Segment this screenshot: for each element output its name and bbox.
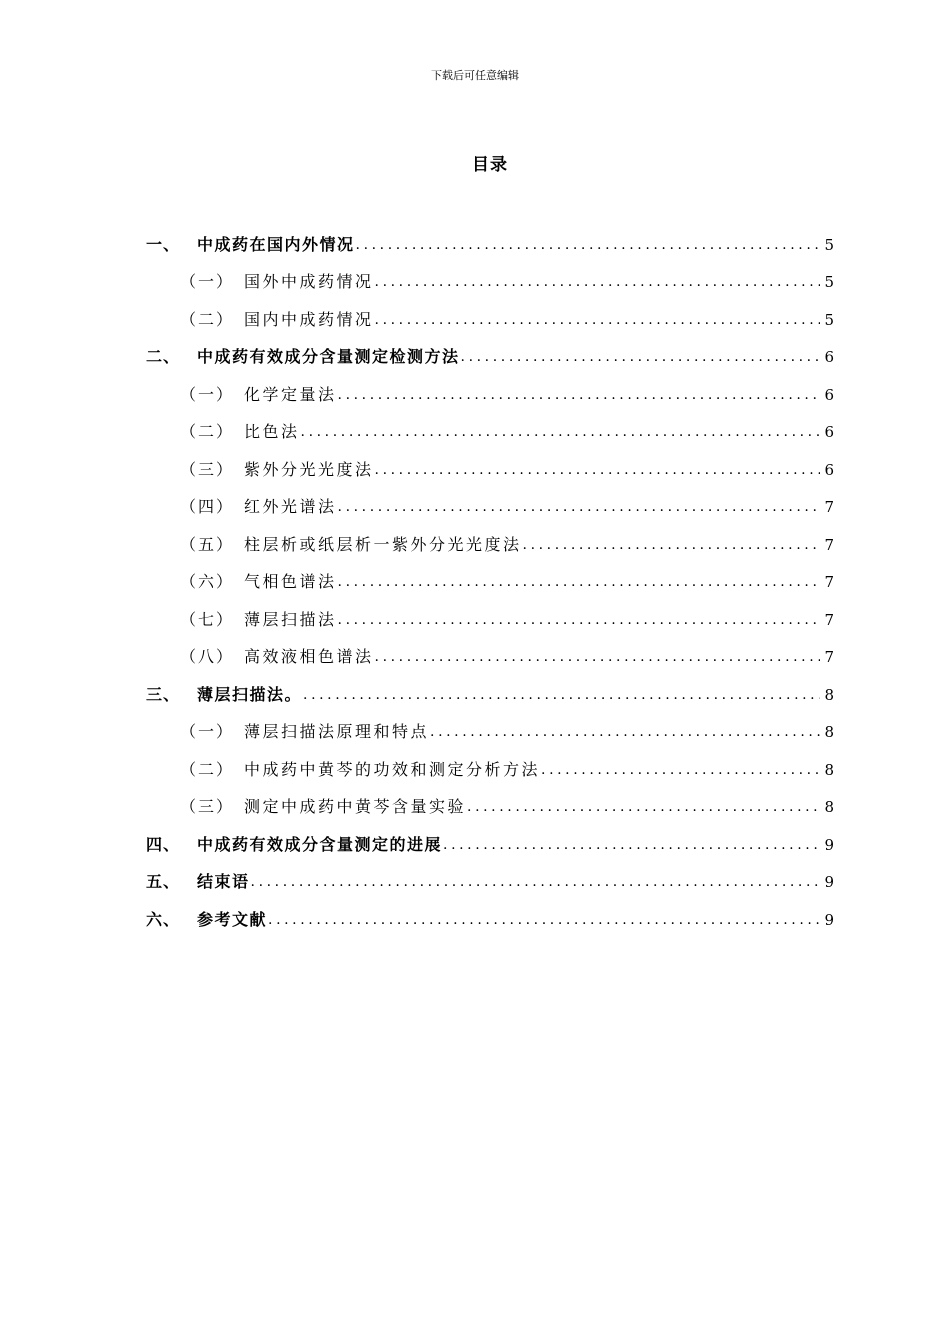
- toc-dot-leader: [375, 272, 821, 292]
- toc-entry-page-number: 9: [824, 835, 834, 854]
- toc-dot-leader: [541, 760, 820, 780]
- toc-entry-number: （二）: [180, 309, 235, 329]
- toc-entry-title: 测定中成药中黄芩含量实验: [244, 797, 467, 817]
- toc-entry-page-number: 8: [824, 760, 834, 779]
- toc-title: 目录: [472, 155, 508, 175]
- toc-dot-leader: [338, 497, 821, 517]
- toc-entry-title: 中成药有效成分含量测定检测方法: [197, 347, 460, 367]
- toc-dot-leader: [461, 347, 821, 367]
- toc-entry-title: 气相色谱法: [244, 572, 337, 592]
- toc-entry-page-number: 6: [824, 348, 834, 367]
- toc-entry-section[interactable]: [146, 526, 834, 564]
- toc-dot-leader: [430, 722, 820, 742]
- toc-dot-leader: [356, 235, 821, 255]
- toc-dot-leader: [523, 535, 821, 555]
- toc-dot-leader: [251, 872, 821, 892]
- toc-entry-number: （一）: [180, 384, 235, 404]
- toc-entry-chapter[interactable]: [146, 826, 834, 864]
- toc-entry-title: 结束语: [197, 872, 250, 892]
- toc-entry-number: （三）: [180, 797, 235, 817]
- toc-dot-leader: [375, 310, 821, 330]
- toc-entry-title: 紫外分光光度法: [244, 459, 374, 479]
- toc-entry-page-number: 9: [824, 873, 834, 892]
- toc-entry-page-number: 6: [824, 385, 834, 404]
- toc-entry-number: （三）: [180, 459, 235, 479]
- toc-entry-title: 薄层扫描法原理和特点: [244, 722, 430, 742]
- toc-entry-page-number: 6: [824, 460, 834, 479]
- toc-entry-title: 中成药中黄芩的功效和测定分析方法: [244, 759, 541, 779]
- toc-entry-title: 国外中成药情况: [244, 272, 374, 292]
- toc-entry-section[interactable]: [146, 601, 834, 639]
- toc-entry-section[interactable]: [146, 789, 834, 827]
- toc-dot-leader: [301, 422, 821, 442]
- toc-entry-title: 柱层析或纸层析一紫外分光光度法: [244, 534, 522, 554]
- toc-entry-section[interactable]: [146, 451, 834, 489]
- table-of-contents: [146, 226, 834, 939]
- toc-entry-page-number: 7: [824, 648, 834, 667]
- toc-entry-number: （六）: [180, 572, 235, 592]
- toc-entry-page-number: 8: [824, 798, 834, 817]
- toc-dot-leader: [338, 385, 821, 405]
- toc-entry-page-number: 5: [824, 273, 834, 292]
- toc-entry-number: （二）: [180, 422, 235, 442]
- toc-entry-number: 五、: [146, 872, 181, 892]
- toc-entry-number: （五）: [180, 534, 235, 554]
- toc-entry-page-number: 7: [824, 535, 834, 554]
- toc-dot-leader: [375, 647, 821, 667]
- toc-entry-title: 化学定量法: [244, 384, 337, 404]
- toc-entry-section[interactable]: [146, 751, 834, 789]
- toc-entry-chapter[interactable]: [146, 901, 834, 939]
- toc-entry-title: 国内中成药情况: [244, 309, 374, 329]
- toc-entry-title: 薄层扫描法。: [197, 684, 303, 704]
- toc-entry-number: 六、: [146, 909, 181, 929]
- toc-entry-section[interactable]: [146, 264, 834, 302]
- toc-entry-page-number: 7: [824, 573, 834, 592]
- toc-entry-section[interactable]: [146, 489, 834, 527]
- toc-entry-number: （七）: [180, 609, 235, 629]
- toc-entry-section[interactable]: [146, 639, 834, 677]
- toc-entry-title: 薄层扫描法: [244, 609, 337, 629]
- toc-entry-page-number: 5: [824, 310, 834, 329]
- toc-entry-title: 参考文献: [197, 909, 268, 929]
- toc-entry-section[interactable]: [146, 301, 834, 339]
- toc-entry-section[interactable]: [146, 564, 834, 602]
- toc-entry-number: （八）: [180, 647, 235, 667]
- toc-entry-chapter[interactable]: [146, 676, 834, 714]
- toc-entry-number: 一、: [146, 234, 181, 254]
- toc-dot-leader: [375, 460, 821, 480]
- toc-entry-page-number: 7: [824, 498, 834, 517]
- toc-entry-number: 二、: [146, 347, 181, 367]
- toc-dot-leader: [467, 797, 820, 817]
- toc-entry-section[interactable]: [146, 376, 834, 414]
- toc-entry-number: （一）: [180, 272, 235, 292]
- toc-dot-leader: [443, 835, 820, 855]
- toc-entry-number: 四、: [146, 834, 181, 854]
- toc-entry-page-number: 5: [824, 235, 834, 254]
- toc-entry-page-number: 8: [824, 685, 834, 704]
- toc-entry-chapter[interactable]: [146, 226, 834, 264]
- page-header-note: 下载后可任意编辑: [431, 69, 519, 82]
- toc-dot-leader: [268, 910, 820, 930]
- toc-entry-number: 三、: [146, 684, 181, 704]
- toc-entry-chapter[interactable]: [146, 339, 834, 377]
- toc-entry-title: 中成药在国内外情况: [197, 234, 355, 254]
- toc-entry-title: 高效液相色谱法: [244, 647, 374, 667]
- toc-dot-leader: [303, 685, 820, 705]
- toc-entry-section[interactable]: [146, 414, 834, 452]
- toc-entry-number: （一）: [180, 722, 235, 742]
- toc-entry-number: （二）: [180, 759, 235, 779]
- toc-entry-page-number: 7: [824, 610, 834, 629]
- toc-entry-page-number: 8: [824, 723, 834, 742]
- toc-entry-section[interactable]: [146, 714, 834, 752]
- toc-dot-leader: [338, 610, 821, 630]
- toc-entry-chapter[interactable]: [146, 864, 834, 902]
- toc-entry-title: 中成药有效成分含量测定的进展: [197, 834, 443, 854]
- toc-entry-title: 比色法: [244, 422, 300, 442]
- toc-entry-page-number: 9: [824, 910, 834, 929]
- toc-entry-page-number: 6: [824, 423, 834, 442]
- toc-entry-title: 红外光谱法: [244, 497, 337, 517]
- toc-dot-leader: [338, 572, 821, 592]
- toc-entry-number: （四）: [180, 497, 235, 517]
